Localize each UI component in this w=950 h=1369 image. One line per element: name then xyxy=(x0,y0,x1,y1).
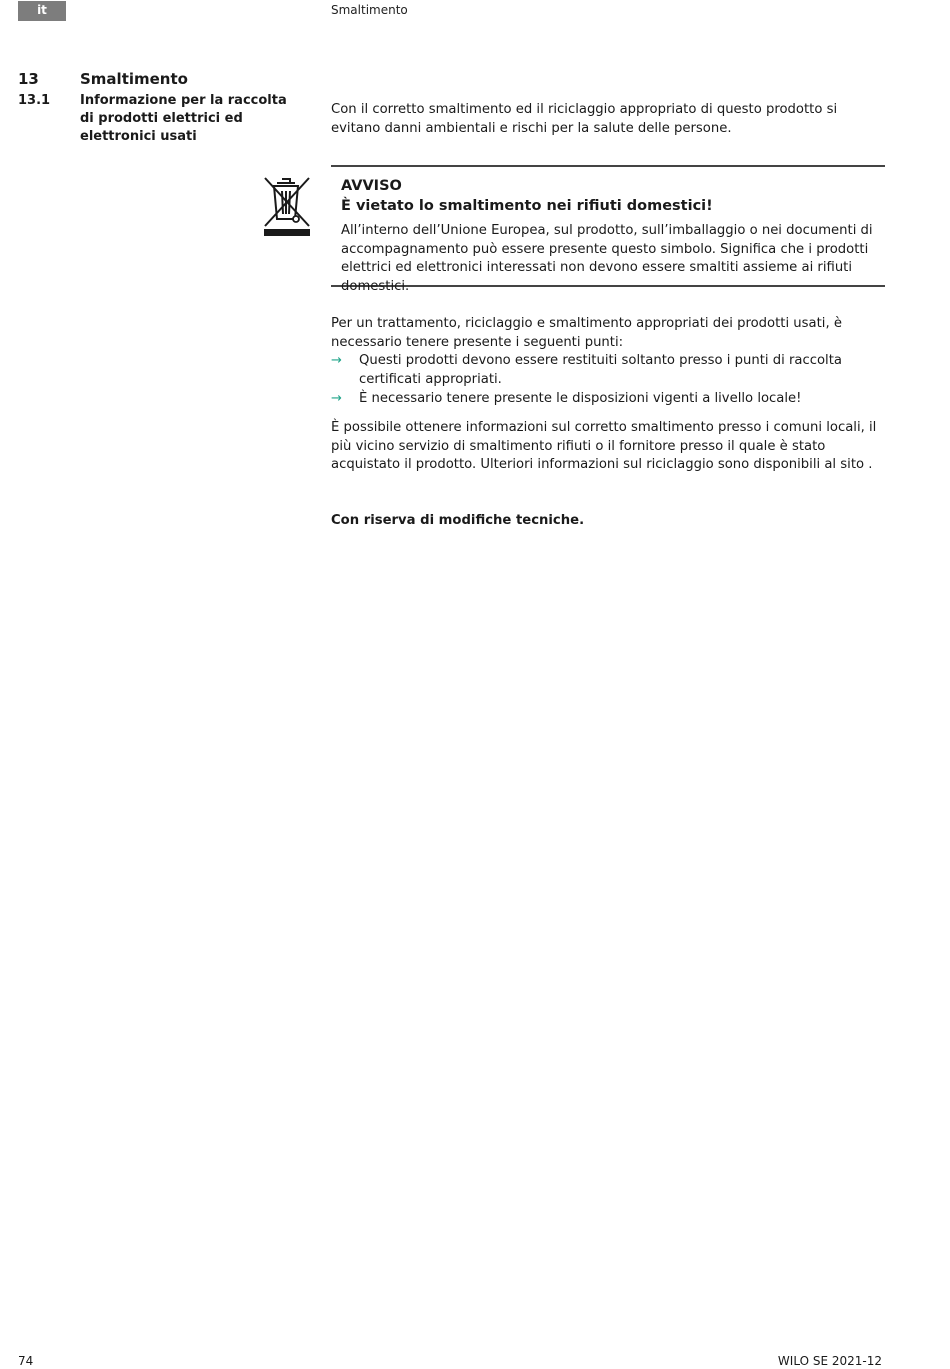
section-number: 13 xyxy=(18,70,39,88)
notice-text: All’interno dell’Unione Europea, sul prodotto, sull’imballaggio o nei documenti di accompagnamento può essere presente questo simbolo. Significa che i prodotti elettrici ed elettronici interessati non devono essere smaltiti assieme ai rifiuti domestici. xyxy=(341,223,873,294)
arrow-right-icon: → xyxy=(331,391,342,407)
running-header-title: Smaltimento xyxy=(331,3,408,17)
language-tab: it xyxy=(18,1,66,21)
list-item-text: È necessario tenere presente le disposizioni vigenti a livello locale! xyxy=(359,391,802,407)
list-item xyxy=(331,390,887,409)
subsection-number: 13.1 xyxy=(18,93,51,108)
arrow-right-icon: → xyxy=(331,353,342,368)
subsection-title: Informazione per la raccolta di prodotti elettrici ed elettronici usati xyxy=(80,93,287,144)
list-item-text: Questi prodotti devono essere restituiti soltanto presso i punti di raccolta certificati appropriati. xyxy=(359,353,842,387)
info-paragraph: È possibile ottenere informazioni sul corretto smaltimento presso i comuni locali, il più vicino servizio di smaltimento rifiuti o il fornitore presso il quale è stato acquistato il prodotto. Ulteriori informazioni sul riciclaggio sono disponibili al sito . xyxy=(331,420,877,473)
page-number: 74 xyxy=(18,1354,34,1368)
disposal-paragraph: Per un trattamento, riciclaggio e smaltimento appropriati dei prodotti usati, è necessario tenere presente i seguenti punti: xyxy=(331,316,842,350)
notice-box xyxy=(331,165,885,294)
notice-label: AVVISO xyxy=(341,178,402,194)
section-title: Smaltimento xyxy=(80,70,188,88)
closing-note: Con riserva di modifiche tecniche. xyxy=(331,513,585,528)
crossed-out-wheelie-bin-icon xyxy=(262,175,312,237)
list-item xyxy=(331,352,887,389)
disposal-points-list xyxy=(331,352,887,410)
footer-publisher: WILO SE 2021-12 xyxy=(777,1354,882,1368)
intro-paragraph: Con il corretto smaltimento ed il riciclaggio appropriato di questo prodotto si evitano danni ambientali e rischi per la salute delle persone. xyxy=(331,102,838,136)
notice-title: È vietato lo smaltimento nei rifiuti domestici! xyxy=(341,198,713,214)
